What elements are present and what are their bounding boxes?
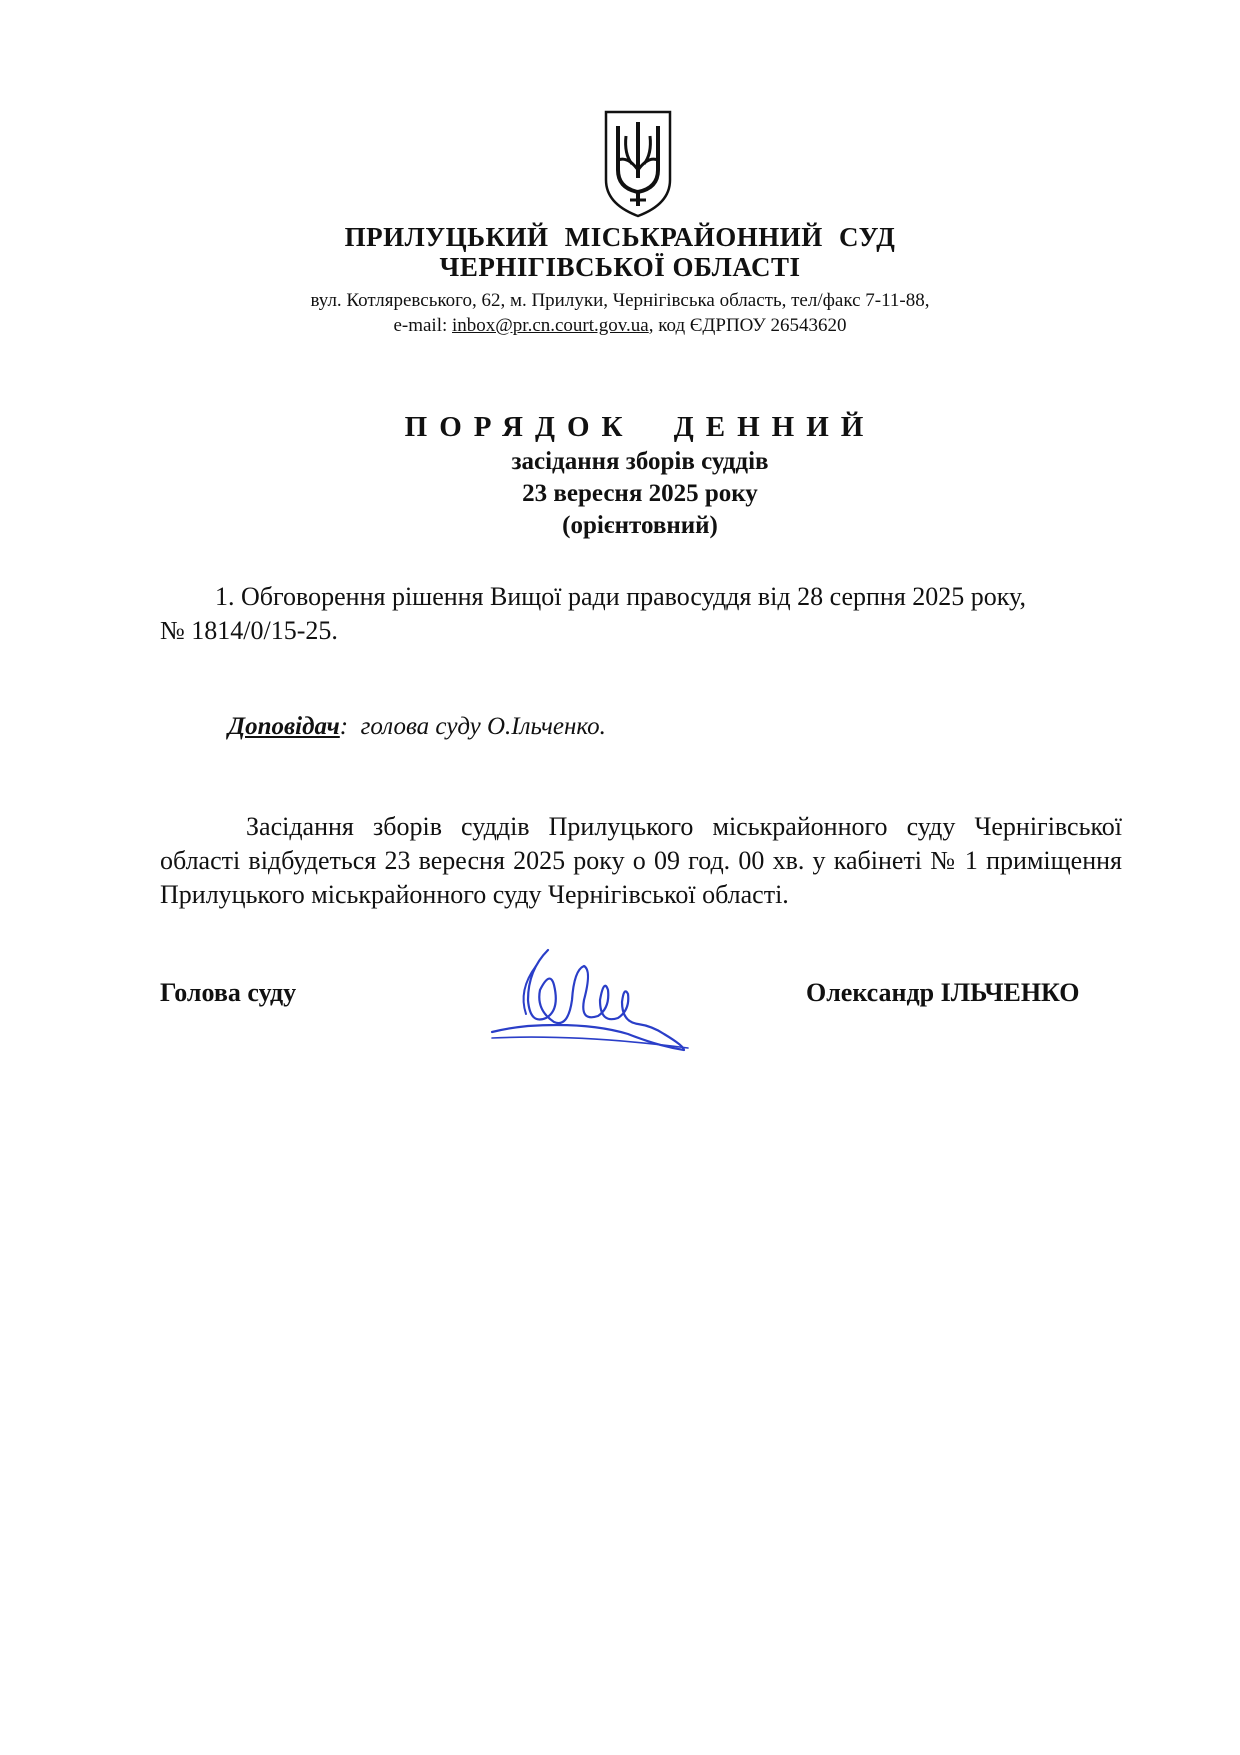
reporter: [228, 710, 606, 744]
court-name-line2: ЧЕРНІГІВСЬКОЇ ОБЛАСТІ: [439, 252, 801, 282]
trident-coat-of-arms-icon: [602, 108, 674, 218]
signatory-position: Голова суду: [160, 978, 297, 1007]
reporter-name: голова суду О.Ільченко.: [360, 713, 606, 740]
court-address: [0, 288, 1240, 338]
document-title: [0, 408, 1240, 542]
meeting-notice-text: Засідання зборів суддів Прилуцького міськрайонного суду Чернігівської області відбудеться 23 вересня 2025 року о 09 год. 00 хв. у кабінеті № 1 приміщення Прилуцького міськрайонного суду Чернігівської області.: [160, 812, 1122, 909]
court-name-line1: ПРИЛУЦЬКИЙ МІСЬКРАЙОННИЙ СУД: [344, 222, 896, 252]
agenda-item-1: [160, 580, 1120, 648]
address-line: вул. Котляревського, 62, м. Прилуки, Чернігівська область, тел/факс 7-11-88,: [310, 290, 930, 311]
email-link[interactable]: inbox@pr.cn.court.gov.ua: [452, 315, 649, 336]
handwritten-signature: [488, 930, 698, 1060]
title-date: 23 вересня 2025 року: [522, 480, 758, 507]
email-prefix: e-mail:: [393, 315, 453, 336]
title-note: (орієнтовний): [562, 512, 718, 539]
signatory-name: Олександр ІЛЬЧЕНКО: [806, 978, 1080, 1007]
agenda-item-1-text: 1. Обговорення рішення Вищої ради правосуддя від 28 серпня 2025 року,: [215, 582, 1026, 611]
reporter-colon: :: [339, 713, 349, 740]
contact-line: [0, 313, 1240, 338]
title-subject: засідання зборів суддів: [511, 448, 769, 475]
agenda-item-1-number: № 1814/0/15-25.: [160, 616, 338, 645]
meeting-notice: [160, 810, 1122, 912]
edrpou-code: , код ЄДРПОУ 26543620: [648, 315, 847, 336]
reporter-label: Доповідач: [228, 713, 340, 740]
court-name: [0, 222, 1240, 282]
title-agenda: ПОРЯДОК ДЕННИЙ: [404, 411, 876, 443]
